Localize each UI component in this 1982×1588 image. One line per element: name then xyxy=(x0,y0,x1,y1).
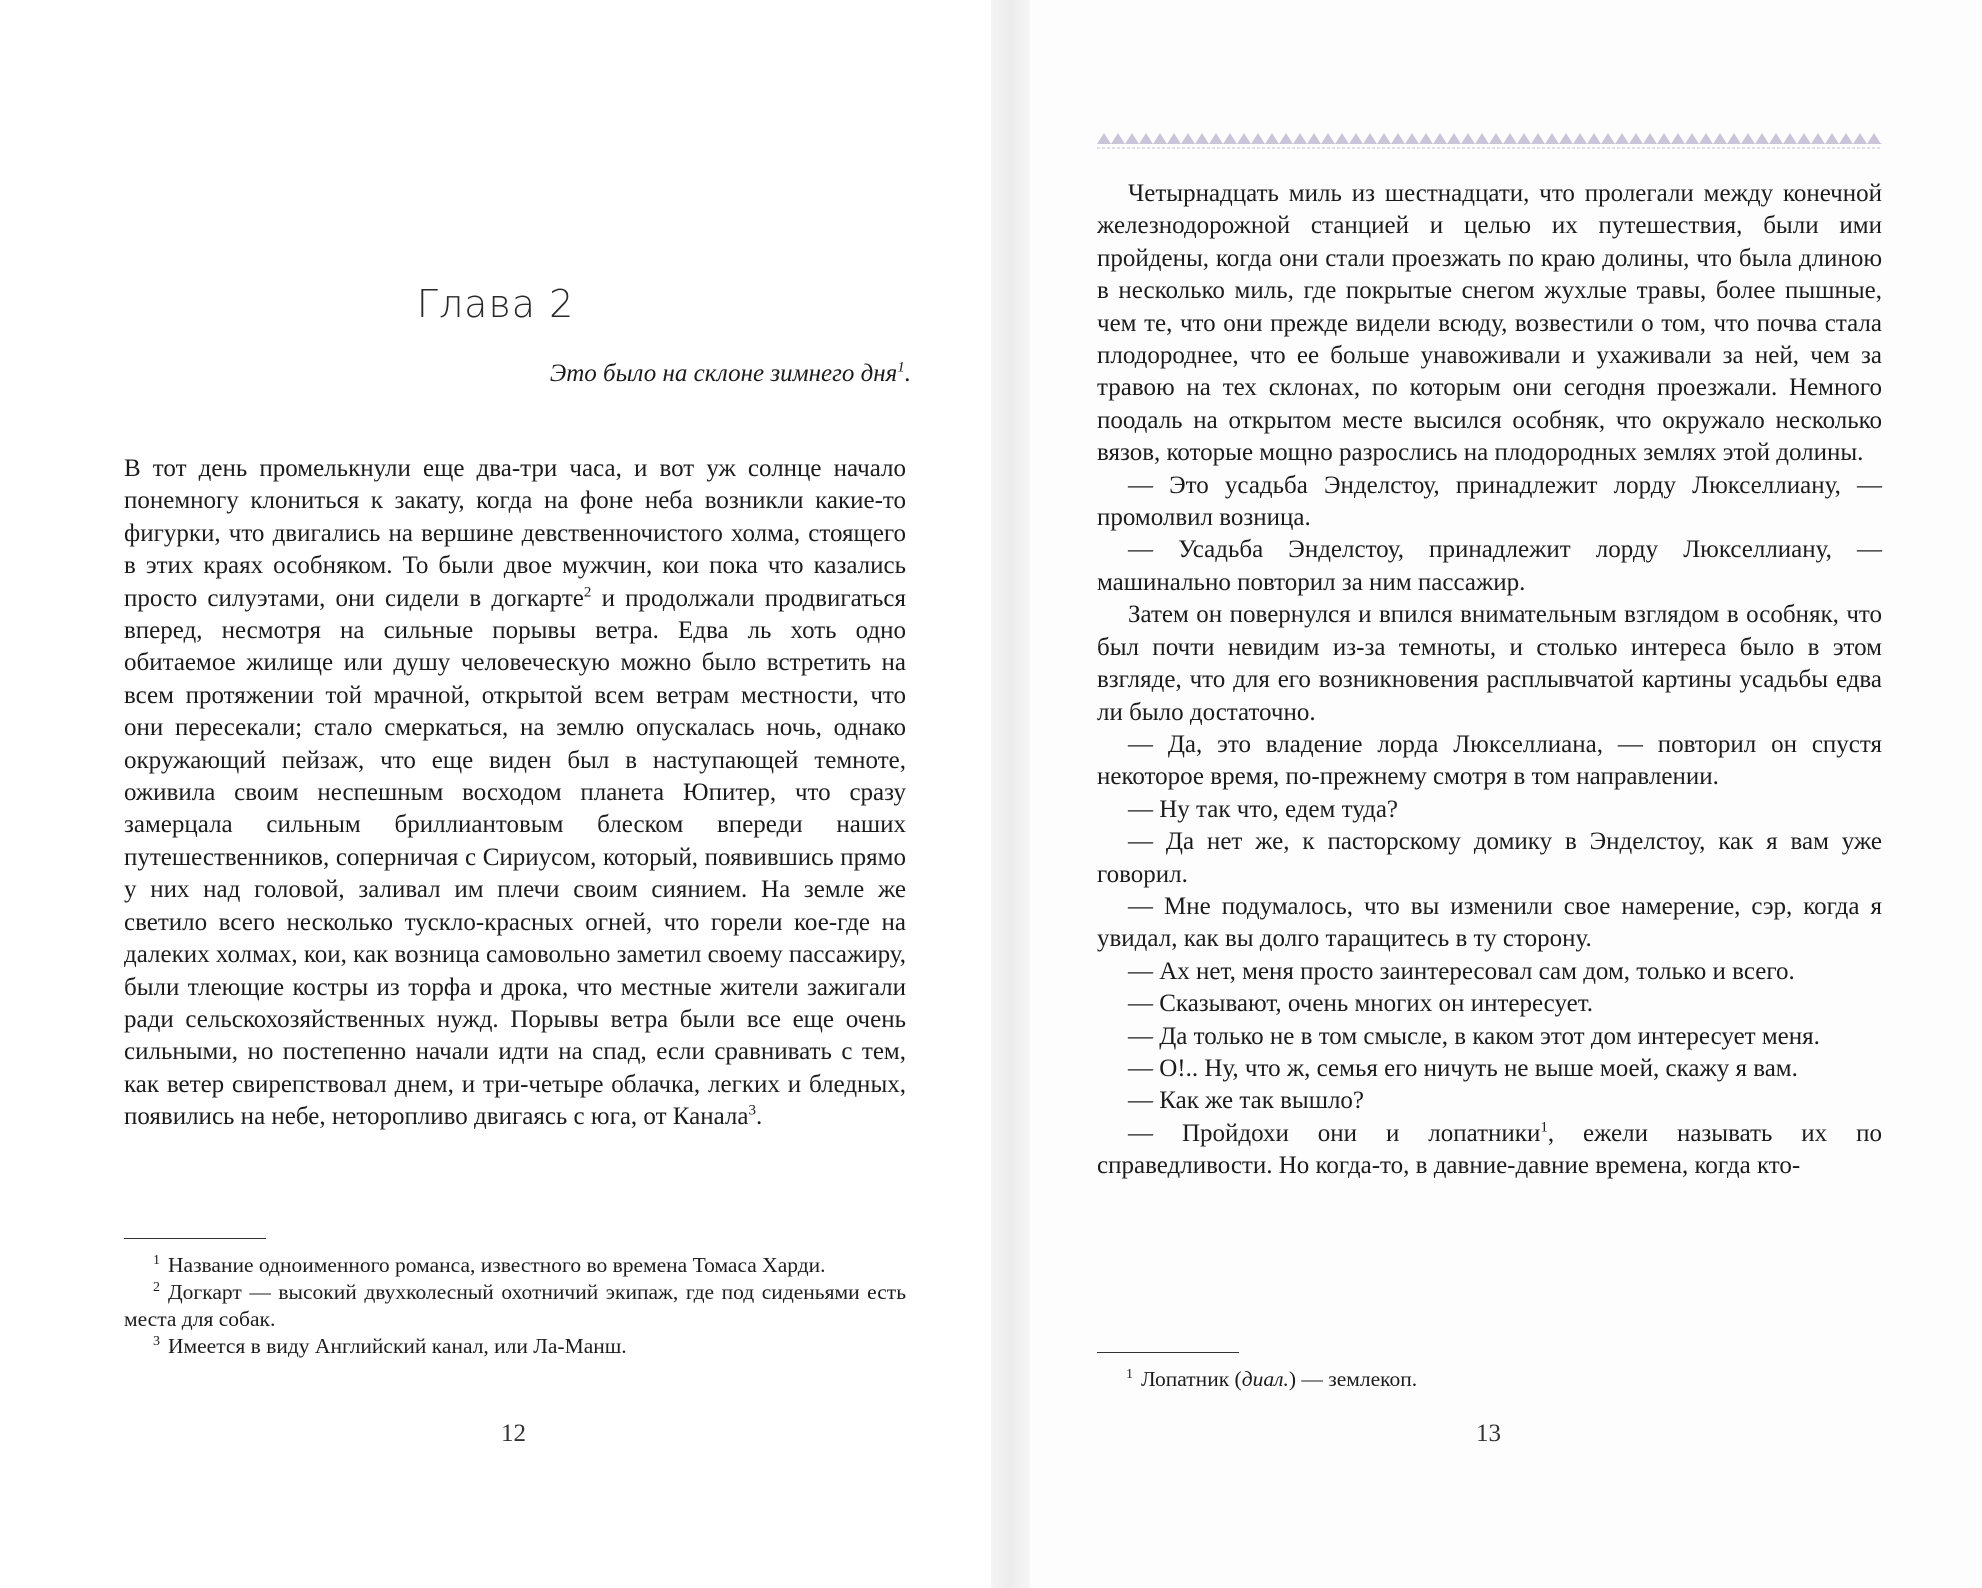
chapter-body-continued xyxy=(1097,178,1882,1183)
footnote xyxy=(124,1252,906,1279)
footnote-number: 1 xyxy=(1126,1366,1133,1382)
dialogue-line: — Как же так вышло? xyxy=(1128,1087,1365,1115)
footnote-number: 1 xyxy=(153,1252,160,1268)
footnote-note: диал. xyxy=(1241,1367,1289,1391)
dialogue-line xyxy=(1097,1118,1882,1183)
dialogue-line: — Да, это владение лорда Люкселлиана, — повторил он спустя некоторое время, по-прежнему смотря в том направлении. xyxy=(1097,730,1882,791)
dialogue-line: — Да нет же, к пасторскому домику в Энделстоу, как я вам уже говорил. xyxy=(1097,828,1882,888)
body-paragraph: Четырнадцать миль из шестнадцати, что пролегали между конечной железнодорожной станцией и целью их путешествия, были ими пройдены, когда они стали проезжать по краю долины, что была длиною в несколько миль, где покрытые снегом жухлые травы, более пышные, чем те, что они прежде видели всюду, возвестили о том, что почва стала плодороднее, что ее больше унавоживали и ухаживали за ней, чем за травою на тех склонах, по которым они сегодня проезжали. Немного поодаль на открытом месте высился особняк, что окружало несколько вязов, которые мощно разрослись на плодородных землях этой долины. xyxy=(1097,180,1882,467)
dialogue-line: — Мне подумалось, что вы изменили свое намерение, сэр, когда я увидал, как вы долго таращитесь в ту сторону. xyxy=(1097,892,1882,953)
footnote-number: 3 xyxy=(153,1333,160,1349)
body-paragraph xyxy=(124,453,906,1134)
paragraph-part: и продолжали продвигаться вперед, несмотря на сильные порывы ветра. Едва ль хоть одно обитаемое жилище или душу человеческую можно было встретить на всем протяжении той мрачной, открытой всем ветрам местности, что они пересекали; стало смеркаться, на землю опускалась ночь, однако окружающий пейзаж, что еще виден был в наступающей темноте, оживила своим неспешным восходом планета Юпитер, что сразу замерцала сильным бриллиантовым блеском впереди наших путешественников, соперничая с Сириусом, который, появившись прямо у них над головой, заливал им плечи своим сиянием. На земле же светило всего несколько тускло-красных огней, что горели кое-где на далеких холмах, кои, как возница самовольно заметил своему пассажиру, были тлеющие костры из торфа и дрока, что местные жители зажигали ради сельскохозяйственных нужд. Порывы ветра были все еще очень сильными, но постепенно начали идти на спад, если сравнивать с тем, как ветер свирепствовал днем, и три-четыре облачка, легких и бледных, появились на небе, неторопливо двигаясь с юга, от Канала xyxy=(124,584,906,1131)
dialogue-line: — Это усадьба Энделстоу, принадлежит лорду Люкселлиану, — промолвил возница. xyxy=(1097,471,1882,532)
epigraph: Это было на склоне зимнего дня$^1$. xyxy=(549,359,911,387)
footnote-rule xyxy=(1097,1352,1239,1353)
paragraph-part: В тот день промелькнули еще два-три часа, и вот уж солнце начало понемногу клониться к закату, когда на фоне неба возникли какие-то фигурки, что двигались на вершине девственночистого холма, стоящего в этих краях особняком. То были двое мужчин, кои пока что казались просто силуэтами, они сидели в догкарте xyxy=(124,455,906,612)
footnote-ref-1: 1 xyxy=(1540,1119,1548,1136)
dialogue-line: — Сказывают, очень многих он интересует. xyxy=(1128,990,1594,1018)
footnotes xyxy=(124,1252,906,1360)
dialogue-line: — О!.. Ну, что ж, семья его ничуть не выше моей, скажу я вам. xyxy=(1128,1054,1798,1082)
body-paragraph: Затем он повернулся и впился внимательным взглядом в особняк, что был почти невидим из-за темноты, и столько интереса было в этом взгляде, что для его возникновения расплывчатой картины усадьбы едва ли было достаточно. xyxy=(1097,601,1882,726)
dialogue-part: , ежели называть их по справедливости. Но когда-то, в давние-давние времена, когда кто- xyxy=(1097,1119,1882,1180)
dialogue-line: — Усадьба Энделстоу, принадлежит лорду Люкселлиану, — машинально повторил за ним пассажир. xyxy=(1097,536,1882,596)
epigraph-text: Это было на склоне зимнего дня xyxy=(549,360,898,387)
footnote-ref-2: 2 xyxy=(583,584,592,601)
footnote-text: Догкарт — высокий двухколесный охотничий экипаж, где под сиденьями есть места для собак. xyxy=(124,1280,906,1331)
footnote-text: ) — землекоп. xyxy=(1288,1367,1418,1391)
bleed-through-text xyxy=(145,165,835,385)
page-number: 12 xyxy=(501,1420,526,1447)
chapter-title: Глава 2 xyxy=(416,282,575,326)
footnote-term: Лопатник ( xyxy=(1141,1367,1242,1391)
footnote xyxy=(124,1333,906,1360)
paragraph-part: . xyxy=(756,1103,763,1131)
page-number: 13 xyxy=(1476,1420,1501,1447)
dialogue-line: — Ну так что, едем туда? xyxy=(1128,795,1399,823)
book-gutter xyxy=(991,0,1030,1588)
chapter-body xyxy=(124,453,906,1134)
header-ornament xyxy=(1097,130,1882,152)
footnotes xyxy=(1097,1366,1882,1393)
footnote-text: Название одноименного романса, известного во времена Томаса Харди. xyxy=(168,1253,826,1277)
footnote-ref-1: 1 xyxy=(897,359,905,376)
footnote-text: Имеется в виду Английский канал, или Ла-Манш. xyxy=(168,1334,627,1358)
footnote-rule xyxy=(124,1238,266,1239)
dialogue-part: — Пройдохи они и лопатники xyxy=(1128,1119,1541,1147)
footnote-number: 2 xyxy=(153,1279,160,1295)
footnote xyxy=(124,1279,906,1333)
footnote-ref-3: 3 xyxy=(748,1102,756,1119)
dialogue-line: — Ах нет, меня просто заинтересовал сам дом, только и всего. xyxy=(1128,957,1795,985)
footnote xyxy=(1097,1366,1882,1393)
dialogue-line: — Да только не в том смысле, в каком этот дом интересует меня. xyxy=(1128,1022,1820,1050)
